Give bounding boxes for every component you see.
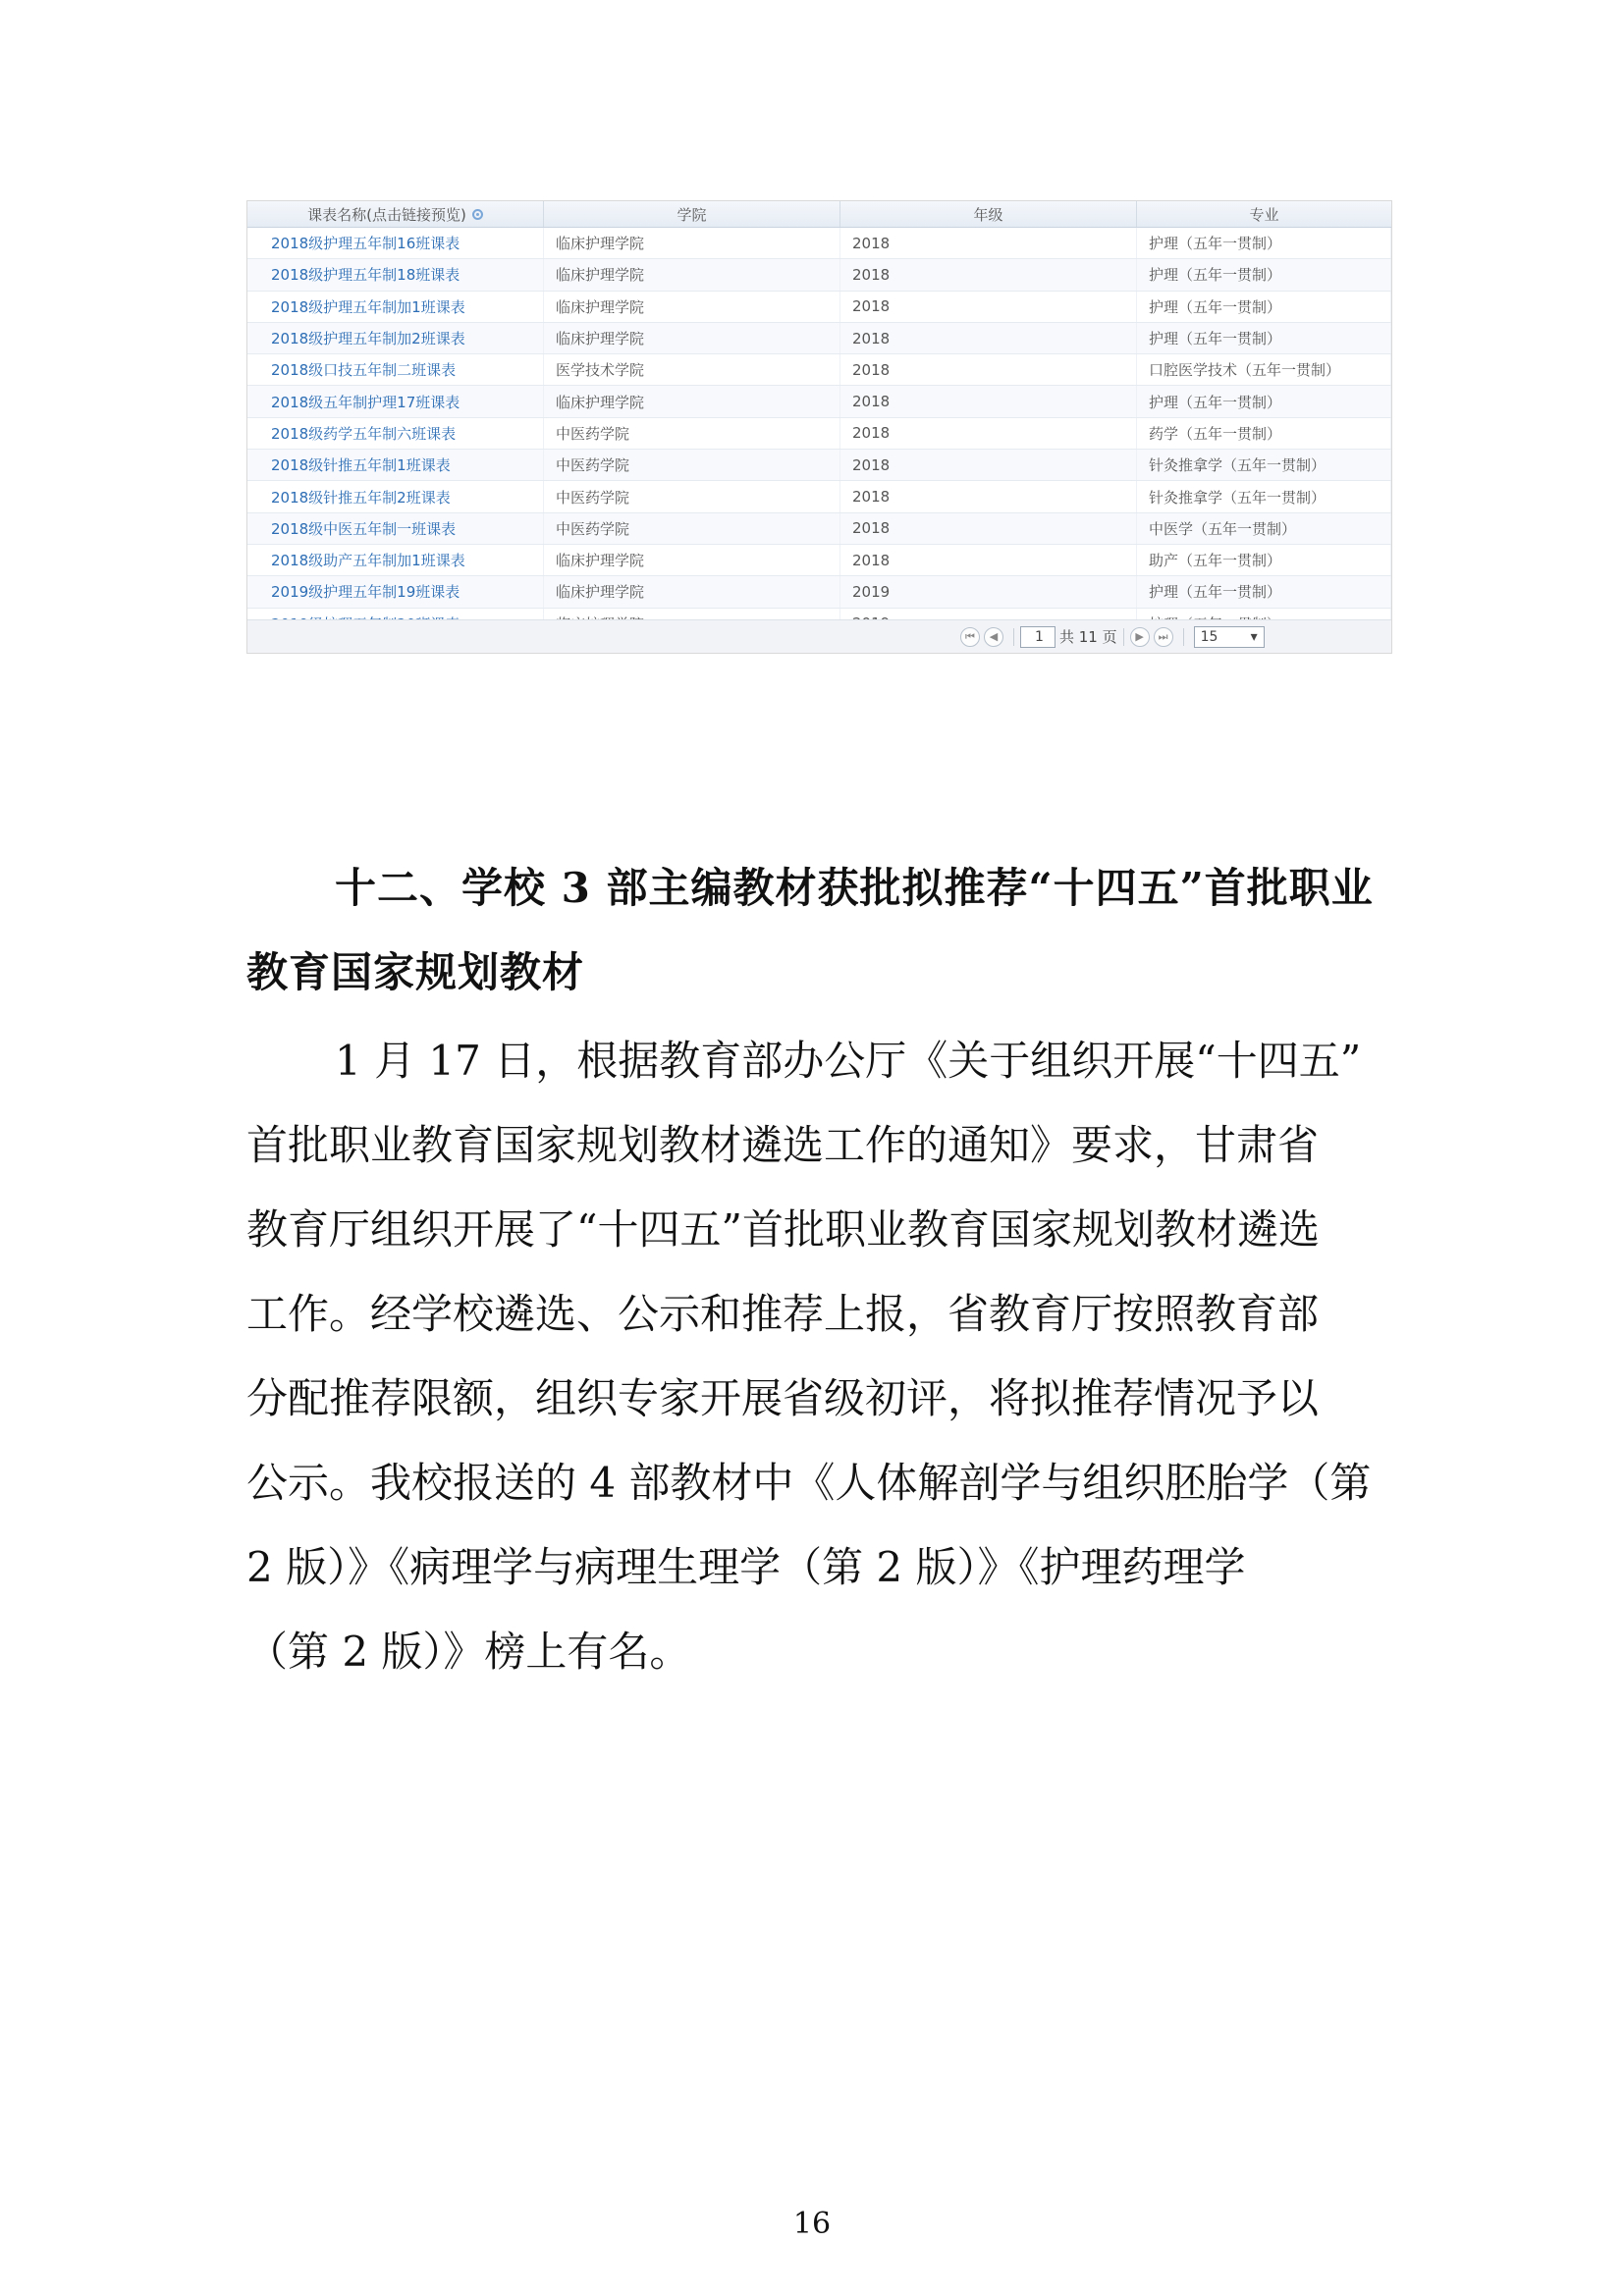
college-cell: 临床护理学院 — [544, 576, 840, 607]
major-cell: 护理（五年一贯制） — [1137, 228, 1391, 258]
paragraph-line: （第 2 版）》榜上有名。 — [246, 1628, 691, 1676]
column-header-major: 专业 — [1249, 205, 1279, 224]
table-row — [247, 545, 1391, 576]
college-cell: 中医药学院 — [544, 513, 840, 544]
table-row — [247, 323, 1391, 354]
table-body — [247, 228, 1391, 601]
major-cell: 助产（五年一贯制） — [1137, 545, 1391, 575]
grade-cell: 2018 — [840, 228, 1137, 258]
timetable-link[interactable]: 2018级护理五年制18班课表 — [247, 259, 544, 290]
timetable-link[interactable]: 2018级口技五年制二班课表 — [247, 354, 544, 385]
total-pages-text: 共 11 页 — [1059, 628, 1117, 646]
page-size-select[interactable]: 15 ▾ — [1194, 626, 1265, 648]
table-header — [247, 201, 1391, 228]
table-row — [247, 418, 1391, 450]
timetable-link[interactable]: 2018级针推五年制1班课表 — [247, 450, 544, 480]
timetable-link[interactable]: 2019级护理五年制19班课表 — [247, 576, 544, 607]
column-header-college: 学院 — [544, 201, 840, 227]
timetable-link[interactable]: 2018级药学五年制六班课表 — [247, 418, 544, 449]
major-cell: 护理（五年一贯制） — [1137, 576, 1391, 607]
prev-page-icon[interactable]: ◀ — [984, 627, 1003, 647]
timetable-link[interactable]: 2018级护理五年制加2班课表 — [247, 323, 544, 353]
college-cell: 中医药学院 — [544, 418, 840, 449]
table-row — [247, 259, 1391, 291]
page-number: 16 — [792, 2207, 832, 2241]
pager-divider — [1123, 628, 1124, 646]
paragraph-line: 教育厅组织开展了“十四五”首批职业教育国家规划教材遴选 — [246, 1205, 1320, 1254]
college-cell: 临床护理学院 — [544, 323, 840, 353]
grade-cell: 2018 — [840, 545, 1137, 575]
grade-cell: 2018 — [840, 323, 1137, 353]
major-cell: 口腔医学技术（五年一贯制） — [1137, 354, 1391, 385]
college-cell: 临床护理学院 — [544, 292, 840, 322]
paragraph-line: 公示。我校报送的 4 部教材中《人体解剖学与组织胚胎学（第 — [246, 1459, 1372, 1507]
first-page-icon[interactable]: ⏮ — [960, 627, 980, 647]
heading-line-1: 十二、学校 3 部主编教材获批拟推荐“十四五”首批职业 — [335, 864, 1374, 912]
pager-divider — [1013, 628, 1014, 646]
pagination-bar — [247, 619, 1391, 653]
major-cell: 护理（五年一贯制） — [1137, 292, 1391, 322]
section-heading — [246, 846, 1395, 1015]
college-cell: 临床护理学院 — [544, 259, 840, 290]
heading-line-2: 教育国家规划教材 — [246, 948, 585, 996]
timetable-link[interactable]: 2018级助产五年制加1班课表 — [247, 545, 544, 575]
column-header-grade: 年级 — [840, 201, 1137, 227]
last-page-icon[interactable]: ⏭ — [1154, 627, 1173, 647]
paragraph-line: 2 版）》《病理学与病理生理学（第 2 版）》《护理药理学 — [246, 1543, 1246, 1591]
grade-cell: 2018 — [840, 481, 1137, 511]
timetable-link[interactable]: 2018级五年制护理17班课表 — [247, 386, 544, 416]
grade-cell: 2018 — [840, 418, 1137, 449]
major-cell: 针灸推拿学（五年一贯制） — [1137, 481, 1391, 511]
grade-cell: 2018 — [840, 386, 1137, 416]
table-row — [247, 513, 1391, 545]
sort-icon[interactable] — [472, 209, 483, 220]
college-cell: 临床护理学院 — [544, 386, 840, 416]
table-row — [247, 354, 1391, 386]
college-cell: 临床护理学院 — [544, 228, 840, 258]
table-row — [247, 450, 1391, 481]
chevron-down-icon: ▾ — [1250, 628, 1258, 645]
page-number-input[interactable]: 1 — [1020, 626, 1056, 648]
next-page-icon[interactable]: ▶ — [1130, 627, 1150, 647]
table-row — [247, 292, 1391, 323]
table-row — [247, 576, 1391, 608]
paragraph-line: 工作。经学校遴选、公示和推荐上报，省教育厅按照教育部 — [246, 1290, 1320, 1338]
timetable-screenshot — [246, 200, 1392, 654]
paragraph-line: 首批职业教育国家规划教材遴选工作的通知》要求，甘肃省 — [246, 1121, 1320, 1169]
major-cell: 护理（五年一贯制） — [1137, 323, 1391, 353]
column-header-name[interactable]: 课表名称(点击链接预览) — [247, 201, 544, 227]
major-cell: 护理（五年一贯制） — [1137, 259, 1391, 290]
timetable-link[interactable]: 2018级护理五年制加1班课表 — [247, 292, 544, 322]
pager-divider — [1183, 628, 1184, 646]
major-cell: 药学（五年一贯制） — [1137, 418, 1391, 449]
timetable-link[interactable]: 2018级护理五年制16班课表 — [247, 228, 544, 258]
college-cell: 中医药学院 — [544, 481, 840, 511]
table-row — [247, 228, 1391, 259]
college-cell: 中医药学院 — [544, 450, 840, 480]
paragraph-line: 1 月 17 日，根据教育部办公厅《关于组织开展“十四五” — [335, 1037, 1362, 1085]
college-cell: 临床护理学院 — [544, 545, 840, 575]
grade-cell: 2018 — [840, 259, 1137, 290]
paragraph-line: 分配推荐限额，组织专家开展省级初评，将拟推荐情况予以 — [246, 1374, 1320, 1422]
table-row — [247, 481, 1391, 512]
major-cell: 中医学（五年一贯制） — [1137, 513, 1391, 544]
grade-cell: 2018 — [840, 292, 1137, 322]
college-cell: 医学技术学院 — [544, 354, 840, 385]
grade-cell: 2018 — [840, 354, 1137, 385]
grade-cell: 2018 — [840, 513, 1137, 544]
article-paragraph — [246, 1019, 1395, 1694]
table-row — [247, 386, 1391, 417]
major-cell: 针灸推拿学（五年一贯制） — [1137, 450, 1391, 480]
timetable-link[interactable]: 2018级针推五年制2班课表 — [247, 481, 544, 511]
grade-cell: 2019 — [840, 576, 1137, 607]
major-cell: 护理（五年一贯制） — [1137, 386, 1391, 416]
grade-cell: 2018 — [840, 450, 1137, 480]
timetable-link[interactable]: 2018级中医五年制一班课表 — [247, 513, 544, 544]
